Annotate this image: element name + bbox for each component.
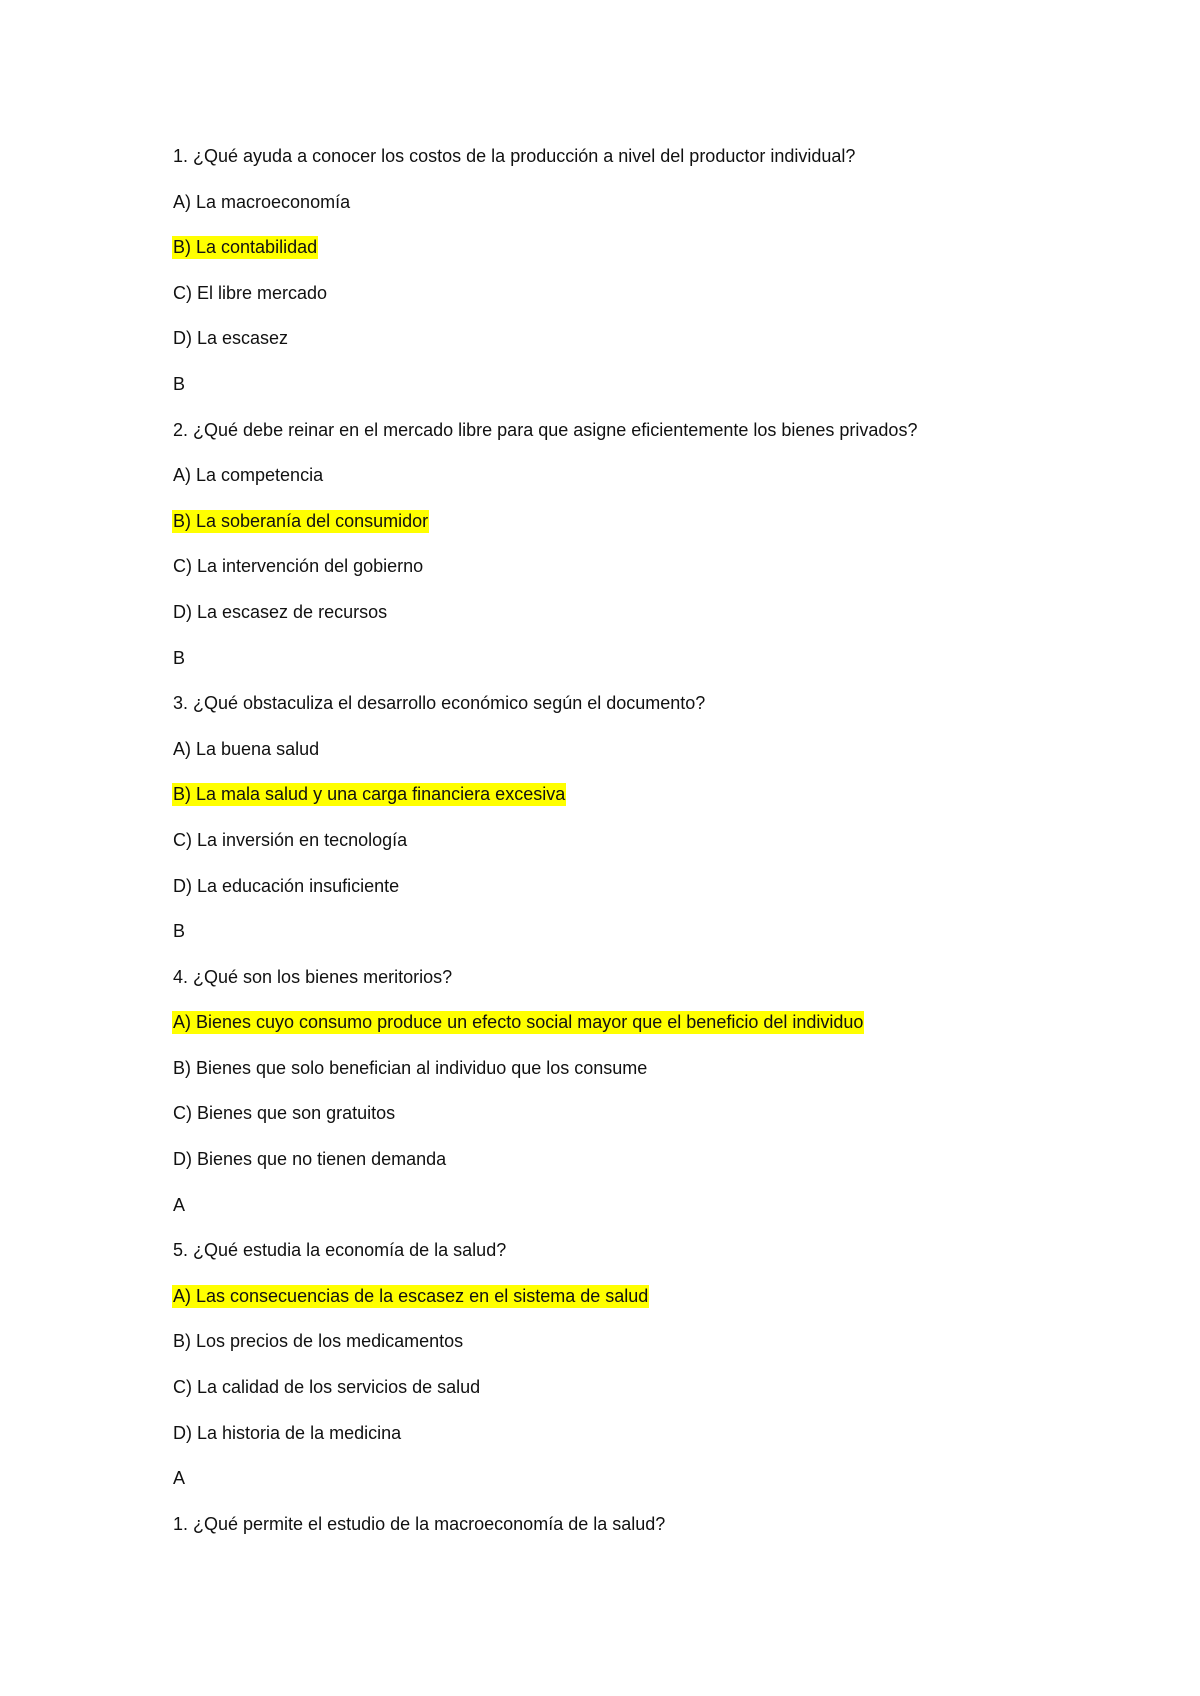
question-line [172,1239,1132,1285]
option-line [172,555,1132,601]
question-line [172,692,1132,738]
line-text: A) La buena salud [173,738,320,759]
highlighted-option-line [172,783,1132,829]
option-line [172,1148,1132,1194]
line-text: D) La educación insuficiente [173,875,400,896]
line-text: D) La escasez [173,328,289,349]
option-line [172,738,1132,784]
option-line [172,282,1132,328]
line-text: B [173,373,186,394]
answer-key-line [172,1194,1132,1240]
line-text: B) La soberanía del consumidor [173,510,429,531]
line-text: C) Bienes que son gratuitos [173,1103,396,1124]
answer-key-line [172,1467,1132,1513]
line-text: 3. ¿Qué obstaculiza el desarrollo económico según el documento? [173,693,706,714]
line-text: A) La macroeconomía [173,191,351,212]
line-text: A) Las consecuencias de la escasez en el sistema de salud [173,1285,649,1306]
line-text: C) La calidad de los servicios de salud [173,1377,481,1398]
line-text: C) El libre mercado [173,282,328,303]
question-line [172,145,1132,191]
line-text: C) La intervención del gobierno [173,556,424,577]
option-line [172,601,1132,647]
highlighted-option-line [172,236,1132,282]
line-text: B) Los precios de los medicamentos [173,1331,464,1352]
answer-key-line [172,373,1132,419]
line-text: B) La mala salud y una carga financiera excesiva [173,784,566,805]
option-line [172,1376,1132,1422]
line-text: B [173,647,186,668]
option-line [172,327,1132,373]
document-body [172,145,1132,1558]
line-text: B [173,921,186,942]
line-text: 2. ¿Qué debe reinar en el mercado libre para que asigne eficientemente los bienes privados? [173,419,918,440]
option-line [172,875,1132,921]
line-text: D) La escasez de recursos [173,601,388,622]
option-line [172,464,1132,510]
option-line [172,1057,1132,1103]
line-text: B) Bienes que solo benefician al individuo que los consume [173,1057,648,1078]
question-line [172,419,1132,465]
option-line [172,191,1132,237]
question-line [172,966,1132,1012]
highlighted-option-line [172,1011,1132,1057]
line-text: C) La inversión en tecnología [173,829,408,850]
option-line [172,829,1132,875]
line-text: D) Bienes que no tienen demanda [173,1149,447,1170]
option-line [172,1102,1132,1148]
line-text: A) La competencia [173,465,324,486]
answer-key-line [172,647,1132,693]
line-text: B) La contabilidad [173,237,318,258]
line-text: A) Bienes cuyo consumo produce un efecto social mayor que el beneficio del individuo [173,1012,864,1033]
line-text: D) La historia de la medicina [173,1422,402,1443]
answer-key-line [172,920,1132,966]
line-text: 1. ¿Qué ayuda a conocer los costos de la producción a nivel del productor individual? [173,146,856,166]
question-line [172,1513,1132,1559]
line-text: A [173,1194,186,1215]
line-text: A [173,1468,186,1489]
option-line [172,1422,1132,1468]
line-text: 4. ¿Qué son los bienes meritorios? [173,966,453,987]
option-line [172,1330,1132,1376]
line-text: 1. ¿Qué permite el estudio de la macroeconomía de la salud? [173,1513,666,1534]
highlighted-option-line [172,510,1132,556]
line-text: 5. ¿Qué estudia la economía de la salud? [173,1240,507,1261]
highlighted-option-line [172,1285,1132,1331]
